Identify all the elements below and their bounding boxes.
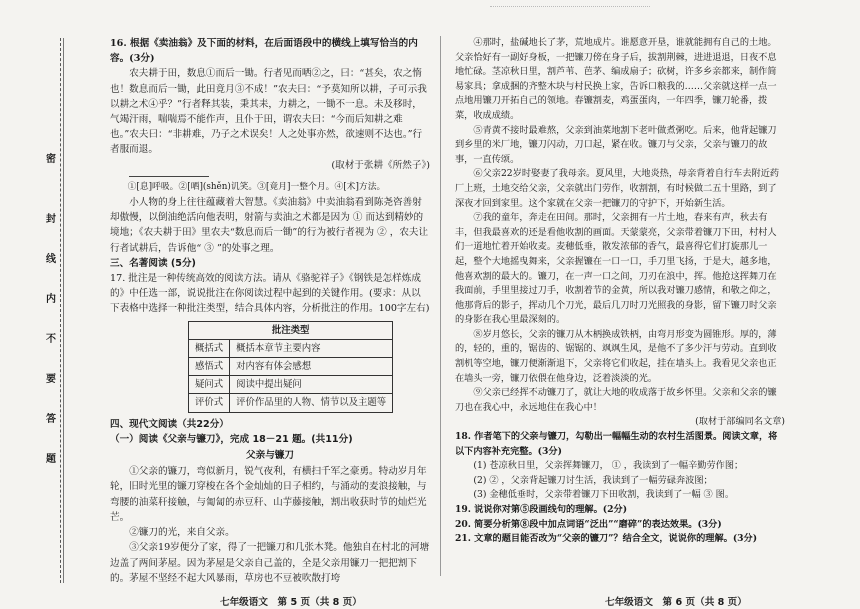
section-3-heading: 三、名著阅读 (5分) — [110, 257, 196, 269]
table-cell: 概括本章节主要内容 — [230, 339, 393, 357]
seal-margin — [0, 0, 95, 609]
article-para: ⑨父亲已经挥不动镰刀了，就让大地的收成落于故乡怀里。父亲和父亲的镰刀也在我心中，永远地住在我心中！ — [455, 387, 777, 413]
article-para: ⑧岁月悠长，父亲的镰刀从木柄换成铁柄，由弯月形变为圆锥形。厚的，薄的，轻的，重的，锯齿的、锯锯的、飒飒生风，是他不了多少汗与劳动。直到收割机等空地，镰刀便渐渐退下，父亲将它们收起，挂在墙头上。我看见父亲也正在墙头一旁，镰刀依偎在他身边，泛着淡淡的光。 — [455, 328, 777, 384]
table-cell: 概括式 — [189, 339, 230, 357]
q18-item: (1) 苍凉秋日里，父亲挥舞镰刀， ① ，我读到了一幅辛勤劳作图； — [473, 460, 744, 472]
notes-rule — [129, 176, 209, 177]
seal-word: 答 — [46, 414, 56, 425]
table-cell: 对内容有体会感想 — [230, 358, 393, 376]
q18: 18. 作者笔下的父亲与镰刀，勾勒出一幅幅生动的农村生活图景。阅读文章，将以下内容补充完整。(3分) — [455, 431, 778, 457]
q16-notes: ①[息]呼吸。②[哂](shěn)讥笑。③[竟月]一整个月。④[术]方法。 — [127, 181, 386, 192]
table-row — [189, 376, 393, 394]
q18-item: (3) 金穗低垂时，父亲带着镰刀下田收割，我读到了一幅 ③ 图。 — [473, 489, 735, 501]
table-row — [189, 394, 393, 412]
q19: 19. 说说你对第⑤段画线句的理解。(2分) — [455, 504, 628, 515]
table-cell: 评价式 — [189, 394, 230, 412]
scan-artifact — [490, 6, 650, 13]
seal-word: 封 — [46, 214, 56, 225]
part-1-heading: （一）阅读《父亲与镰刀》，完成 18－21 题。(共11分) — [110, 433, 353, 445]
right-column — [455, 36, 785, 547]
q17: 17. 批注是一种传统高效的阅读方法。请从《骆驼祥子》《钢铁是怎样炼成的》中任选一部，说说批注在你阅读过程中起到的关键作用。(要求：从以下表格中选择一种批注类型，结合具体内容，分析批注的作用。100字左右) — [110, 273, 430, 315]
table-cell: 感悟式 — [189, 358, 230, 376]
footer-right-page: 七年级语文 第 6 页（共 8 页） — [605, 597, 747, 608]
q18-item: (2) ② ，父亲背起镰刀讨生活，我读到了一幅劳碌奔波图； — [473, 474, 713, 486]
seal-word: 要 — [46, 374, 56, 385]
annotation-table-title: 批注类型 — [189, 321, 393, 339]
q16-stem: 16. 根据《卖油翁》及下面的材料，在后面语段中的横线上填写恰当的内容。(3分) — [110, 38, 418, 65]
article-para: ③父亲19岁便分了家，得了一把镰刀和几张木凳。他独自在村北的河塘边盖了两间茅屋。因为茅屋是父亲自己盖的，全是父亲用镰刀一把把割下的。茅屋不坚经不起大风暴雨，草房也不豆被吹散打垮 — [110, 542, 430, 584]
q16-passage: 小人物的身上往往蕴藏着大智慧。《卖油翁》中卖油翁看到陈尧咨善射却傲慢，以倒油绝活向他表明，射箭与卖油之术都是因为 ① 而达到精妙的境地；《农夫耕于田》里农夫“数息而后一锄”的行为被行者视为 ② ，农夫让行者试耕后，告诉他“ ③ ”的处事之理。 — [110, 197, 429, 254]
article-para: ②镰刀的光，来自父亲。 — [129, 527, 235, 539]
article-source: (取材于部编同名文章) — [695, 416, 785, 428]
seal-dashed-line — [60, 38, 61, 583]
column-divider — [440, 36, 441, 576]
article-para: ④那时，盐碱地长了茅，荒地成片。谁愿意开垦，谁就能拥有自己的土地。父亲恰好有一副好身板，一把镰刀傍在身子后，拔割荆棘，进进退退，日夜不息地忙碌。茎凉秋日里，割芦苇、芭茅、编成扇子；砍树，许多乡亲都来，制作简易家具；拿成捆的齐整木块与村民换上家，告诉口粮我的……父亲就这样一点一点地用镰刀开拓自己的领地。春镰割麦，鸡蛋蛋肉，一年四季，镰刀轮番，拨菜，收成成绩。 — [455, 37, 777, 121]
annotation-table — [188, 321, 393, 413]
table-cell: 阅读中提出疑问 — [230, 376, 393, 394]
table-cell: 疑问式 — [189, 376, 230, 394]
left-column — [110, 36, 430, 586]
section-4-heading: 四、现代文阅读（共22分） — [110, 418, 229, 430]
article-para: ①父亲的镰刀，弯似新月，锐气夜利，有横扫千军之豪勇。特动岁月年轮，旧时光里的镰刀穿梭在各个金灿灿的日子相约，与涌动的麦浪接触，与弯腰的油菜秆接触，与匍匐的赤豆秆、山芋藤接触，割出收获时节的灿烂光芒。 — [110, 466, 427, 523]
table-row — [189, 339, 393, 357]
seal-word: 内 — [46, 294, 56, 305]
seal-solid-line — [63, 38, 64, 583]
article-para: ⑤青黄不接时最难熬，父亲到油菜地割下老叶做煮粥吃。后来，他背起镰刀到乡里的米厂地，镰刀闪动，刀口起，紧在收。镰刀与父亲，父亲与镰刀的故事，一直传颂。 — [455, 124, 777, 165]
seal-word: 题 — [46, 454, 56, 465]
article-para: ⑦我的童年，奔走在田间。那时，父亲拥有一片土地，春来有声，秋去有丰，但我最喜欢的还是看他收割的画面。天蒙蒙亮，父亲带着镰刀下田，村村人们一道地忙着开始收麦。麦穗低垂，散发浓郁的香气，最喜得它们打旋那儿一起，整个大地摇曳舞来，父亲握镰在一口一口，手刀里飞扬，于是大，越多地，他喜欢割的最大的。镰刀，在一声一口之间，刀刃在浪中，挥。他抢这挥舞刀在我面前，手里里接过刀手，收割着节的金黄，所以我对镰刀感情，和敬之仰之，他那背后的影子，挥动几个刀光，最后几刀时刀光照我的身影，留下镰刀时父亲的身影在我心里最深刻的。 — [455, 212, 777, 326]
seal-word: 线 — [46, 254, 56, 265]
q16-text: 农夫耕于田，数息①而后一锄。行者见而哂②之，曰：“甚矣，农之惰也！数息而后一锄，此田竟月③不成！”农夫曰：“予莫知所以耕，子可示我以耕之术④乎？”行者释其装，秉其耒，力耕之，一锄不一息。未及移时，气竭汗雨，喘喘焉不能作声，且仆于田，谓农夫曰：“今而后知耕之难也。”农夫曰：“非耕难，乃子之术误矣！人之处事亦然，欲速则不达也。”行者服而退。 — [110, 68, 427, 156]
table-row — [189, 358, 393, 376]
footer-left-page: 七年级语文 第 5 页（共 8 页） — [220, 597, 362, 608]
q21: 21. 文章的题目能否改为“父亲的镰刀”？结合全文，说说你的理解。(3分) — [455, 533, 758, 545]
article-title: 父亲与镰刀 — [246, 450, 294, 462]
q16-source: (取材于张耕《所然子》) — [331, 159, 430, 171]
seal-word: 密 — [46, 154, 56, 165]
q20: 20. 简要分析第⑧段中加点词语“泛出”“磨碎”的表达效果。(3分) — [455, 518, 722, 530]
seal-word: 不 — [46, 334, 56, 345]
table-cell: 评价作品里的人物、情节以及主题等 — [230, 394, 393, 412]
article-para: ⑥父亲22岁时娶妻了我母亲。夏风里，大地炎热，母亲背着自行车去附近药厂上班，土地交给父亲，父亲就出门劳作，收割割，有时候做二五十里路，到了深夜才回到家里。这个家就在父亲一把镰刀的守护下，开始新生活。 — [455, 168, 780, 209]
